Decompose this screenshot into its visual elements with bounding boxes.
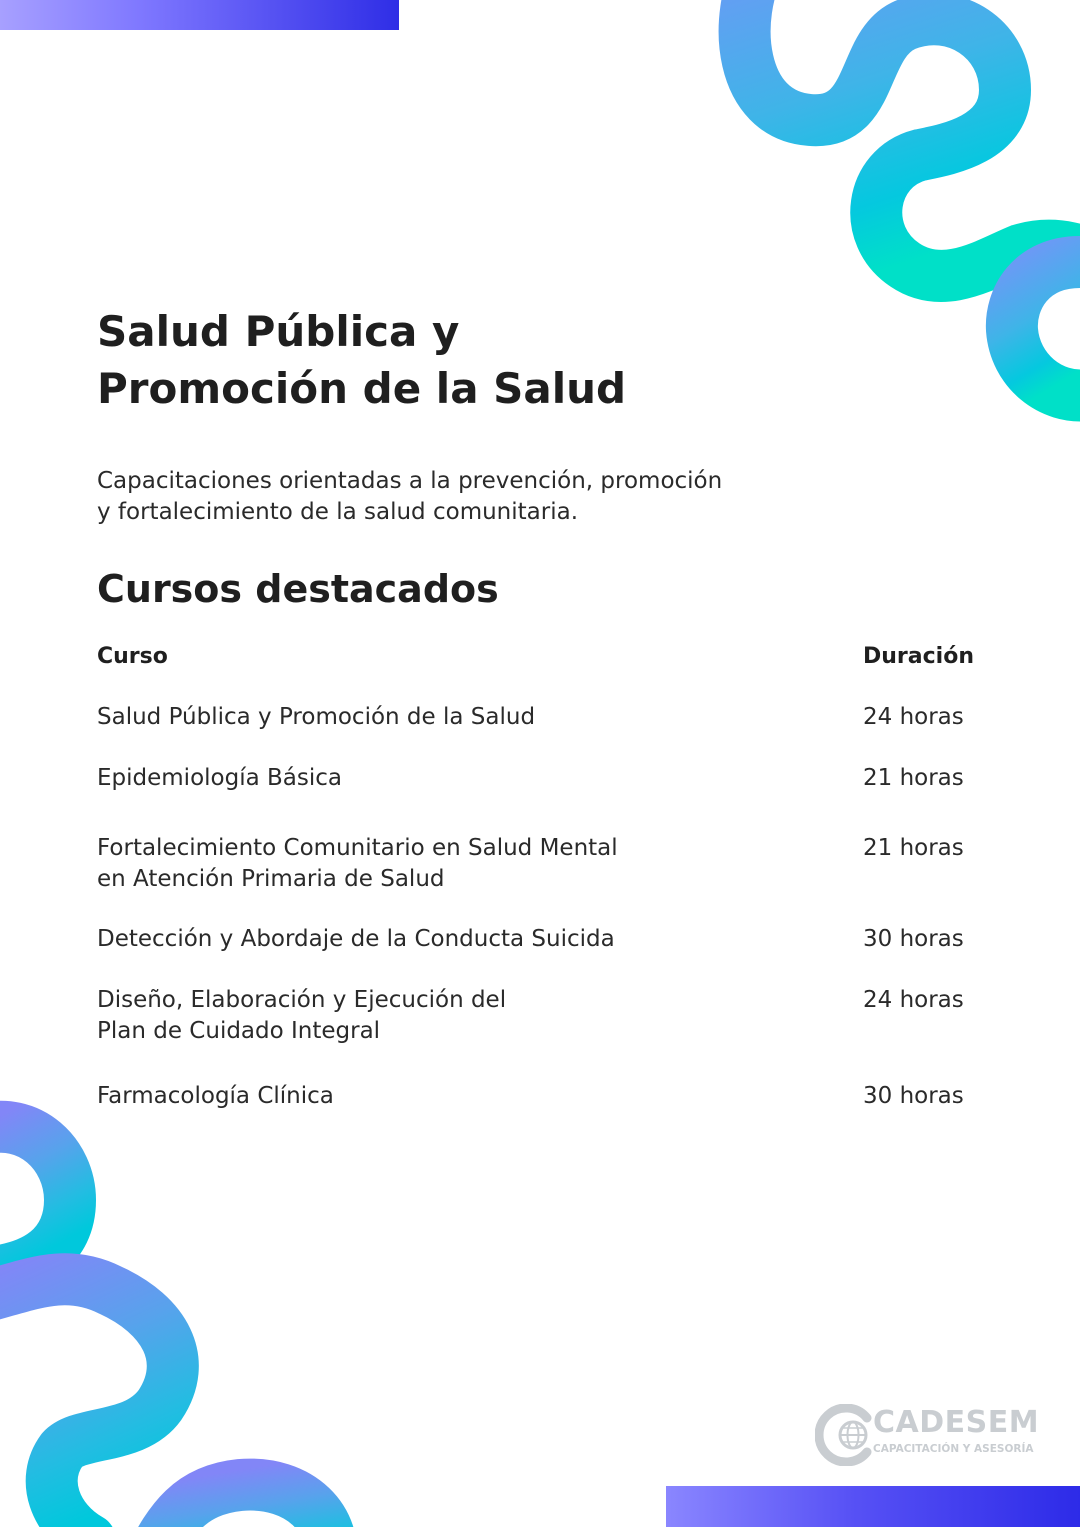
- course-name: [97, 985, 717, 1047]
- decorative-loops-bottom-left: [0, 1100, 370, 1527]
- page-title: [97, 303, 737, 417]
- page-title-line: Promoción de la Salud: [97, 364, 627, 413]
- course-duration: 24 horas: [863, 987, 964, 1013]
- brand-tagline: CAPACITACIÓN Y ASESORÍA: [873, 1443, 1034, 1455]
- decorative-loops-top-right: [700, 0, 1080, 430]
- table-header-course: Curso: [97, 644, 168, 669]
- brand-logo: [815, 1404, 1050, 1466]
- course-name-line: Detección y Abordaje de la Conducta Suicida: [97, 926, 615, 952]
- course-duration: 21 horas: [863, 765, 964, 791]
- section-heading: Cursos destacados: [97, 567, 499, 611]
- course-duration: 21 horas: [863, 835, 964, 861]
- top-accent-bar: [0, 0, 399, 30]
- table-header-duration: Duración: [863, 644, 974, 669]
- course-name: [97, 763, 717, 794]
- intro-paragraph: [97, 466, 837, 528]
- course-name-line: Salud Pública y Promoción de la Salud: [97, 704, 536, 730]
- bottom-accent-bar: [666, 1486, 1080, 1527]
- course-name-line: Farmacología Clínica: [97, 1083, 334, 1109]
- intro-line: Capacitaciones orientadas a la prevención, promoción: [97, 468, 723, 494]
- course-name: [97, 702, 717, 733]
- course-name-line: Diseño, Elaboración y Ejecución del: [97, 987, 507, 1013]
- course-duration: 30 horas: [863, 926, 964, 952]
- course-name: [97, 833, 717, 895]
- course-name: [97, 1081, 717, 1112]
- course-name-line: Epidemiología Básica: [97, 765, 342, 791]
- course-duration: 30 horas: [863, 1083, 964, 1109]
- page-title-line: Salud Pública y: [97, 307, 460, 356]
- brand-name: CADESEM: [873, 1405, 1040, 1440]
- intro-line: y fortalecimiento de la salud comunitaria.: [97, 499, 579, 525]
- globe-c-logo-icon: [815, 1404, 877, 1466]
- course-name-line: Plan de Cuidado Integral: [97, 1018, 381, 1044]
- course-name-line: Fortalecimiento Comunitario en Salud Mental: [97, 835, 618, 861]
- course-name-line: en Atención Primaria de Salud: [97, 866, 445, 892]
- course-duration: 24 horas: [863, 704, 964, 730]
- course-name: [97, 924, 717, 955]
